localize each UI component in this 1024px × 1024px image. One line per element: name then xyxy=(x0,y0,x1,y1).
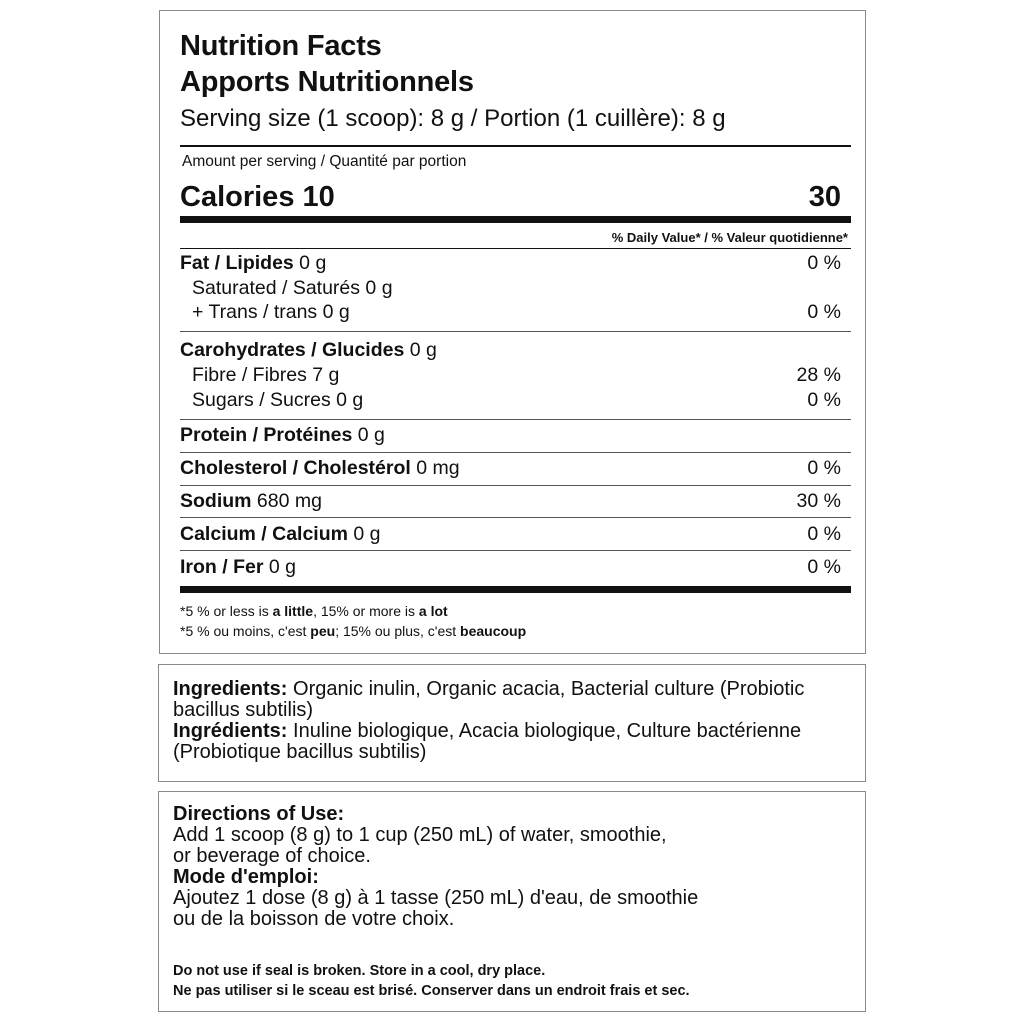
ingredients-label-en: Ingredients: xyxy=(173,678,288,700)
serving-size: Serving size (1 scoop): 8 g / Portion (1 cuillère): 8 g xyxy=(180,105,726,132)
divider-protein xyxy=(180,452,851,453)
dv-iron: 0 % xyxy=(807,556,841,578)
row-fat: Fat / Lipides 0 g xyxy=(180,252,327,274)
row-protein: Protein / Protéines 0 g xyxy=(180,424,385,446)
ingredients-label-fr: Ingrédients: xyxy=(173,720,288,742)
dv-fat: 0 % xyxy=(807,252,841,274)
divider-fat xyxy=(180,331,851,332)
row-iron: Iron / Fer 0 g xyxy=(180,556,296,578)
nutrition-title-fr: Apports Nutritionnels xyxy=(180,66,474,98)
warning-fr: Ne pas utiliser si le sceau est brisé. Conserver dans un endroit frais et sec. xyxy=(173,983,690,999)
row-saturated: Saturated / Saturés 0 g xyxy=(192,277,393,299)
divider-calcium xyxy=(180,550,851,551)
divider-carbohydrates xyxy=(180,419,851,420)
divider-cholesterol xyxy=(180,485,851,486)
row-trans: + Trans / trans 0 g xyxy=(192,301,350,323)
amount-per-serving: Amount per serving / Quantité par portion xyxy=(182,153,467,170)
warning-en: Do not use if seal is broken. Store in a cool, dry place. xyxy=(173,963,546,979)
dv-sodium: 30 % xyxy=(796,490,841,512)
divider-bottom xyxy=(180,586,851,593)
row-sodium: Sodium 680 mg xyxy=(180,490,322,512)
dv-sugars: 0 % xyxy=(807,389,841,411)
nutrition-title-en: Nutrition Facts xyxy=(180,30,382,62)
divider-calories xyxy=(180,216,851,223)
divider-serving xyxy=(180,145,851,147)
row-sugars: Sugars / Sucres 0 g xyxy=(192,389,364,411)
divider-dv xyxy=(180,248,851,249)
footnote-en: *5 % or less is a little, 15% or more is a lot xyxy=(180,603,448,619)
directions-label-en: Directions of Use: xyxy=(173,803,345,825)
ingredients-panel xyxy=(158,664,866,782)
calories-label: Calories 10 xyxy=(180,181,335,213)
row-carbohydrates: Carohydrates / Glucides 0 g xyxy=(180,339,437,361)
directions-panel xyxy=(158,791,866,1012)
nutrition-facts-panel xyxy=(159,10,866,654)
directions-text: Directions of Use: Add 1 scoop (8 g) to 1 cup (250 mL) of water, smoothie, or beverage of choice. Mode d'emploi: Ajoutez 1 dose (8 g) à 1 tasse (250 mL) d'eau, de smoothie ou de la boisson de votre choix. xyxy=(173,803,699,930)
divider-sodium xyxy=(180,517,851,518)
directions-label-fr: Mode d'emploi: xyxy=(173,866,319,888)
dv-calcium: 0 % xyxy=(807,523,841,545)
row-calcium: Calcium / Calcium 0 g xyxy=(180,523,381,545)
dv-cholesterol: 0 % xyxy=(807,457,841,479)
dv-fibre: 28 % xyxy=(796,364,841,386)
row-cholesterol: Cholesterol / Cholestérol 0 mg xyxy=(180,457,460,479)
row-fibre: Fibre / Fibres 7 g xyxy=(192,364,340,386)
footnote-fr: *5 % ou moins, c'est peu; 15% ou plus, c'est beaucoup xyxy=(180,623,527,639)
calories-value: 30 xyxy=(808,181,841,213)
ingredients-text: Ingredients: Organic inulin, Organic acacia, Bacterial culture (Probiotic bacillus subtilis) Ingrédients: Inuline biologique, Acacia biologique, Culture bactérienne (Probiotique bacillus subtilis) xyxy=(173,678,805,763)
dv-trans: 0 % xyxy=(807,301,841,323)
daily-value-header: % Daily Value* / % Valeur quotidienne* xyxy=(611,230,848,245)
